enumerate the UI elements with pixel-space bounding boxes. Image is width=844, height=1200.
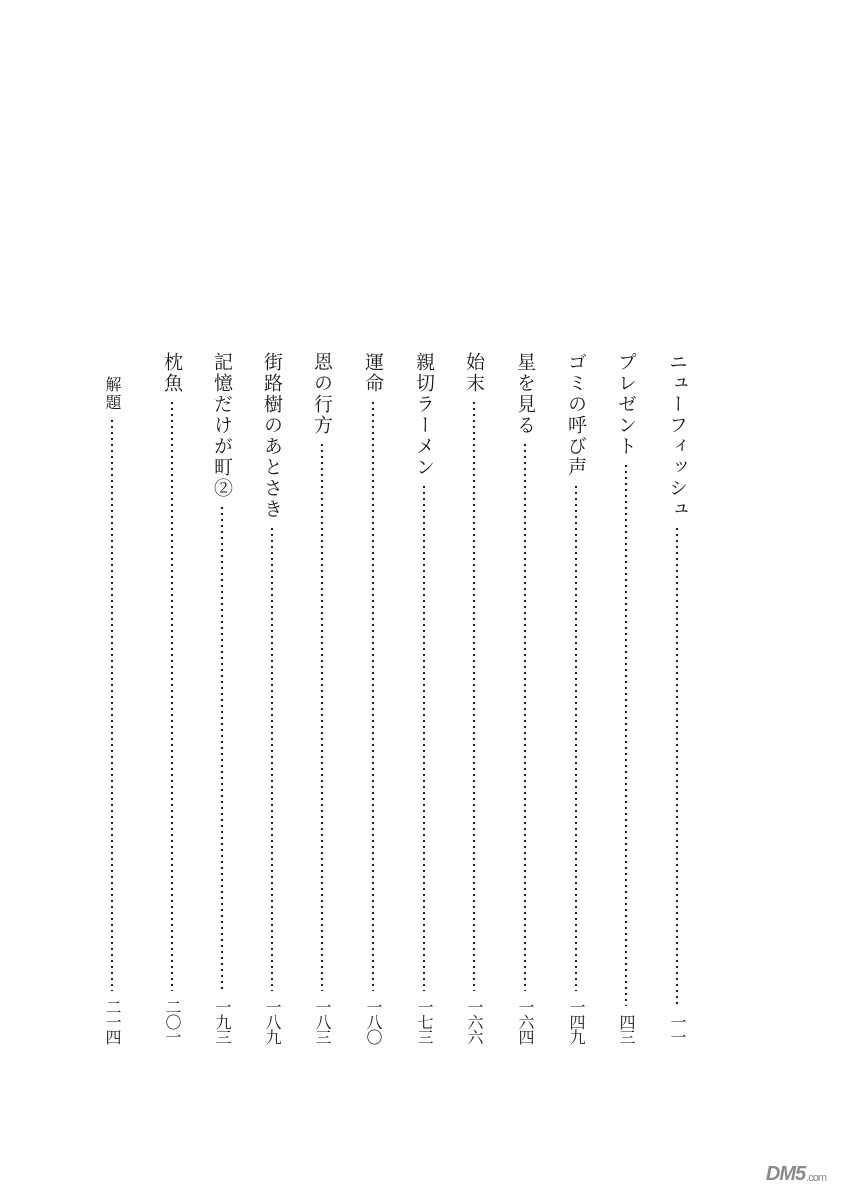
toc-entry[interactable] — [611, 352, 641, 1044]
toc-entry[interactable] — [459, 352, 489, 1044]
toc-entry-page: 二一四 — [103, 999, 122, 1044]
toc-entry-title: 始末 — [463, 352, 485, 394]
toc-leader-dots — [371, 400, 375, 991]
toc-entry[interactable] — [157, 352, 187, 1044]
toc-entry-page: 一八三 — [313, 999, 332, 1044]
watermark-suffix: .com — [806, 1172, 826, 1184]
toc-leader-dots — [523, 442, 527, 991]
toc-entry-page: 一七三 — [415, 999, 434, 1044]
toc-entry-page: 一六四 — [516, 999, 535, 1044]
watermark-logo-text: DM5 — [765, 1162, 806, 1185]
toc-entry[interactable] — [510, 352, 540, 1044]
toc-leader-dots — [170, 400, 174, 991]
toc-entry-title: 枕魚 — [161, 352, 183, 394]
toc-entry-title: 記憶だけが町② — [211, 352, 233, 499]
toc-leader-dots — [472, 400, 476, 991]
toc-entry-title: プレゼント — [615, 352, 637, 457]
toc-entry-title: 親切ラーメン — [413, 352, 435, 478]
toc-entry[interactable] — [409, 352, 439, 1044]
toc-entry-page: 一八〇 — [364, 999, 383, 1044]
toc-entry-page: 二〇一 — [163, 999, 182, 1044]
toc-entry[interactable] — [307, 352, 337, 1044]
toc-leader-dots — [110, 418, 114, 991]
toc-entry[interactable] — [561, 352, 591, 1044]
toc-entry-title: 恩の行方 — [311, 352, 333, 436]
toc-leader-dots — [270, 526, 274, 991]
toc-entry-title: ニューフィッシュ — [666, 352, 688, 520]
toc-leader-dots — [320, 442, 324, 991]
toc-entry-page: 一四九 — [567, 999, 586, 1044]
toc-leader-dots — [624, 463, 628, 1006]
toc-entry-page: 一九三 — [213, 999, 232, 1044]
toc-entry[interactable] — [662, 352, 692, 1044]
toc-entry-title: 星を見る — [514, 352, 536, 436]
toc-entry-page: 一六六 — [465, 999, 484, 1044]
toc-entry-title: ゴミの呼び声 — [565, 352, 587, 478]
toc-entry-page: 一八九 — [263, 999, 282, 1044]
toc-leader-dots — [574, 484, 578, 991]
toc-entry-page: 四三 — [617, 1014, 636, 1044]
toc-entry[interactable] — [257, 352, 287, 1044]
toc-leader-dots — [675, 526, 679, 1006]
toc-entry-page: 一一 — [668, 1014, 687, 1044]
toc-entry-title: 街路樹のあとさき — [261, 352, 283, 520]
toc-entry-title: 運命 — [362, 352, 384, 394]
toc-entry[interactable] — [207, 352, 237, 1044]
toc-entry[interactable] — [97, 352, 127, 1044]
toc-leader-dots — [220, 505, 224, 991]
site-watermark — [726, 1160, 826, 1188]
toc-leader-dots — [422, 484, 426, 991]
toc-entry[interactable] — [358, 352, 388, 1044]
toc-entry-title: 解題 — [103, 376, 122, 412]
